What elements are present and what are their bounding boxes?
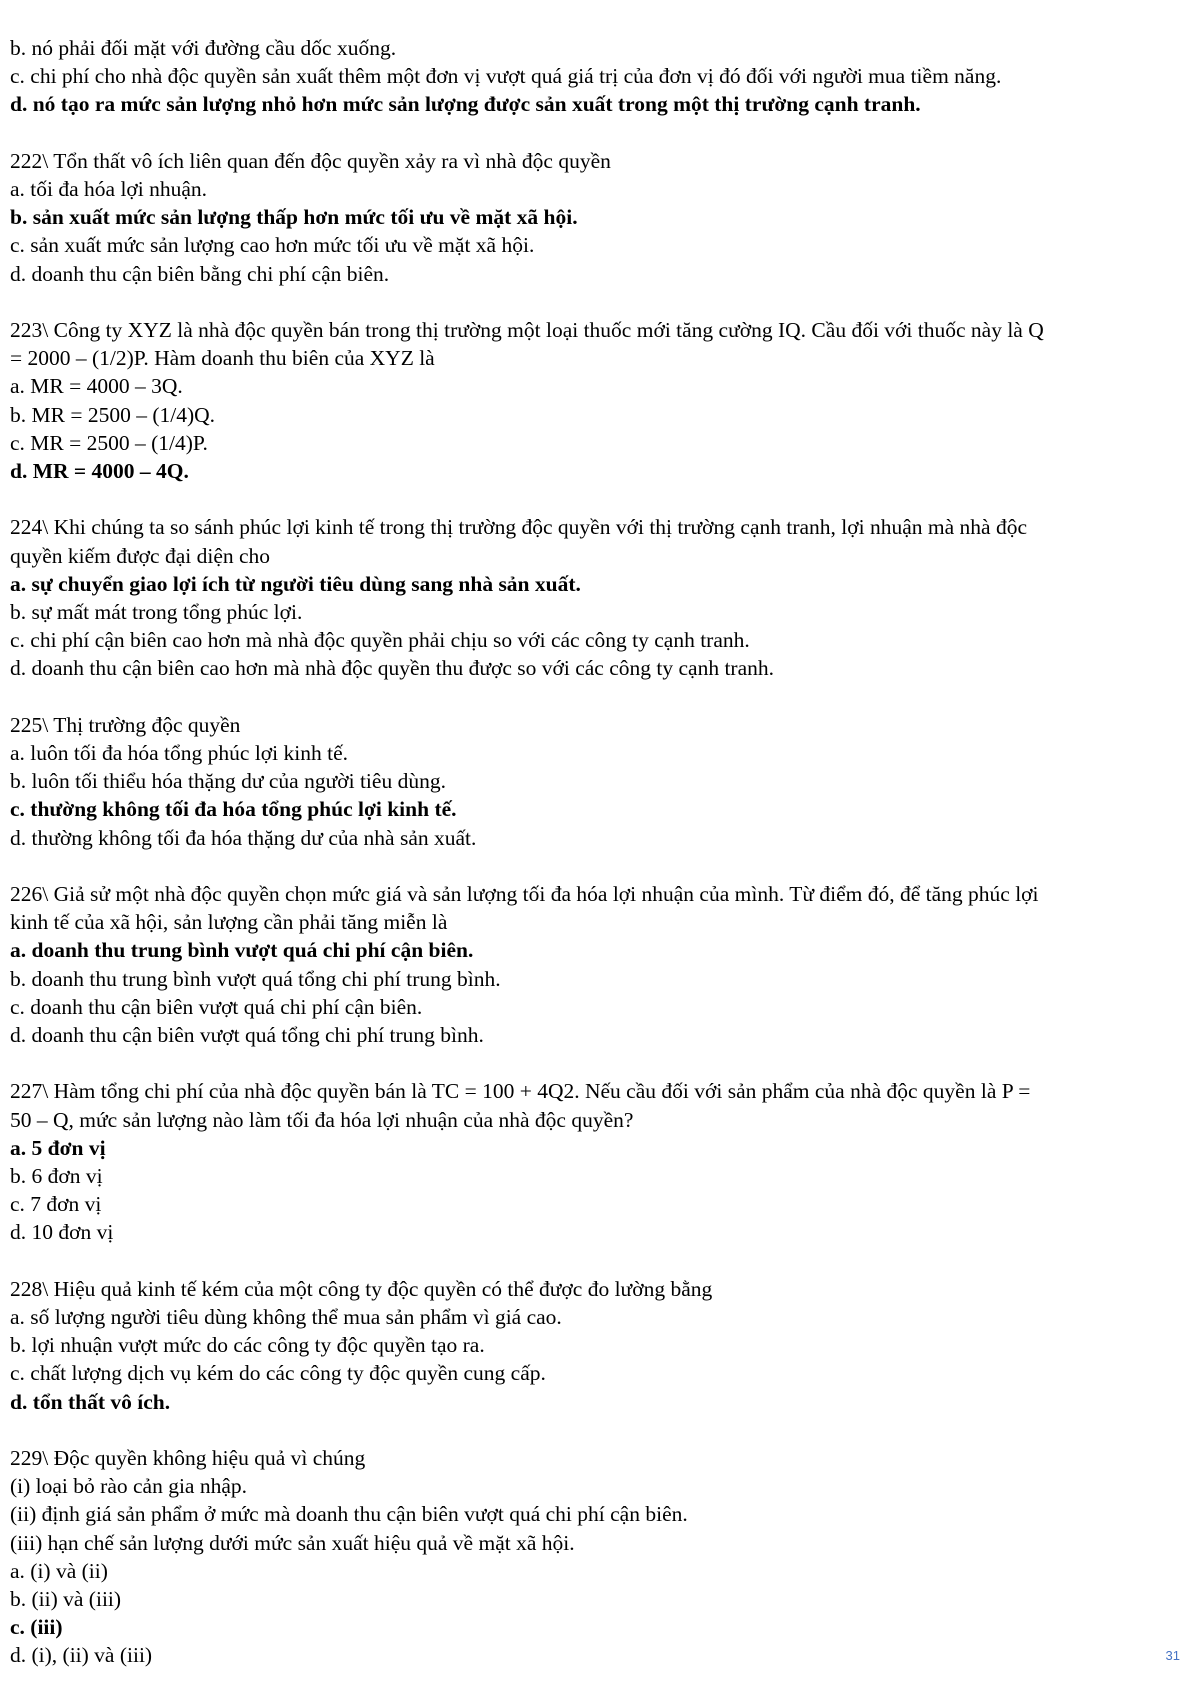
answer-line-correct: c. thường không tối đa hóa tổng phúc lợi kinh tế. xyxy=(10,797,457,822)
blank-line xyxy=(10,1049,1182,1077)
text-line: 225\ Thị trường độc quyền xyxy=(10,712,241,737)
text-line: c. 7 đơn vị xyxy=(10,1192,102,1217)
text-line: a. MR = 4000 – 3Q. xyxy=(10,374,183,399)
blank-line xyxy=(10,1247,1182,1275)
text-line: = 2000 – (1/2)P. Hàm doanh thu biên của XYZ là xyxy=(10,346,435,371)
text-line: d. doanh thu cận biên cao hơn mà nhà độc quyền thu được so với các công ty cạnh tranh. xyxy=(10,656,774,681)
text-line: c. MR = 2500 – (1/4)P. xyxy=(10,430,208,455)
document-body xyxy=(10,34,1182,1670)
text-line: b. lợi nhuận vượt mức do các công ty độc quyền tạo ra. xyxy=(10,1333,485,1358)
text-line: b. 6 đơn vị xyxy=(10,1164,103,1189)
answer-line-correct: a. doanh thu trung bình vượt quá chi phí cận biên. xyxy=(10,938,474,963)
text-line: c. chất lượng dịch vụ kém do các công ty độc quyền cung cấp. xyxy=(10,1361,546,1386)
answer-line-correct: b. sản xuất mức sản lượng thấp hơn mức tối ưu về mặt xã hội. xyxy=(10,205,578,230)
text-line: 229\ Độc quyền không hiệu quả vì chúng xyxy=(10,1446,366,1471)
text-line: 50 – Q, mức sản lượng nào làm tối đa hóa lợi nhuận của nhà độc quyền? xyxy=(10,1107,634,1132)
text-line: b. sự mất mát trong tổng phúc lợi. xyxy=(10,600,303,625)
answer-line-correct: c. (iii) xyxy=(10,1615,63,1640)
text-line: (ii) định giá sản phẩm ở mức mà doanh thu cận biên vượt quá chi phí cận biên. xyxy=(10,1502,688,1527)
text-line: d. (i), (ii) và (iii) xyxy=(10,1643,153,1668)
page-number: 31 xyxy=(1165,1648,1180,1663)
text-line: d. 10 đơn vị xyxy=(10,1220,114,1245)
answer-line-correct: d. MR = 4000 – 4Q. xyxy=(10,459,189,484)
text-line: c. chi phí cận biên cao hơn mà nhà độc quyền phải chịu so với các công ty cạnh tranh. xyxy=(10,628,750,653)
blank-line xyxy=(10,852,1182,880)
text-line: b. nó phải đối mặt với đường cầu dốc xuống. xyxy=(10,36,397,60)
answer-line-correct: a. 5 đơn vị xyxy=(10,1135,106,1160)
text-line: c. sản xuất mức sản lượng cao hơn mức tối ưu về mặt xã hội. xyxy=(10,233,535,258)
text-line: (iii) hạn chế sản lượng dưới mức sản xuất hiệu quả về mặt xã hội. xyxy=(10,1530,575,1555)
blank-line xyxy=(10,288,1182,316)
answer-line-correct: a. sự chuyển giao lợi ích từ người tiêu dùng sang nhà sản xuất. xyxy=(10,571,581,596)
text-line: b. luôn tối thiểu hóa thặng dư của người tiêu dùng. xyxy=(10,769,446,794)
text-line: 227\ Hàm tổng chi phí của nhà độc quyền bán là TC = 100 + 4Q2. Nếu cầu đối với sản phẩm của nhà độc quyền là P = xyxy=(10,1079,1031,1104)
blank-line xyxy=(10,119,1182,147)
text-line: 223\ Công ty XYZ là nhà độc quyền bán trong thị trường một loại thuốc mới tăng cường IQ. Cầu đối với thuốc này là Q xyxy=(10,318,1044,342)
blank-line xyxy=(10,1416,1182,1444)
text-line: 228\ Hiệu quả kinh tế kém của một công ty độc quyền có thể được đo lường bằng xyxy=(10,1276,713,1301)
text-line: b. MR = 2500 – (1/4)Q. xyxy=(10,402,216,427)
text-line: 226\ Giả sử một nhà độc quyền chọn mức giá và sản lượng tối đa hóa lợi nhuận của mình. Từ điểm đó, để tăng phúc lợi xyxy=(10,882,1039,907)
text-line: quyền kiếm được đại diện cho xyxy=(10,543,271,568)
text-line: a. số lượng người tiêu dùng không thể mua sản phẩm vì giá cao. xyxy=(10,1305,562,1330)
text-line: c. doanh thu cận biên vượt quá chi phí cận biên. xyxy=(10,994,423,1019)
text-line: a. luôn tối đa hóa tổng phúc lợi kinh tế. xyxy=(10,741,348,766)
blank-line xyxy=(10,683,1182,711)
answer-line-correct: d. nó tạo ra mức sản lượng nhỏ hơn mức sản lượng được sản xuất trong một thị trường cạnh tranh. xyxy=(10,92,921,117)
text-line: (i) loại bỏ rào cản gia nhập. xyxy=(10,1474,248,1499)
text-line: b. (ii) và (iii) xyxy=(10,1587,122,1612)
text-line: b. doanh thu trung bình vượt quá tổng chi phí trung bình. xyxy=(10,966,501,991)
text-line: d. thường không tối đa hóa thặng dư của nhà sản xuất. xyxy=(10,825,477,850)
text-line: d. doanh thu cận biên bằng chi phí cận biên. xyxy=(10,261,390,286)
text-line: 224\ Khi chúng ta so sánh phúc lợi kinh tế trong thị trường độc quyền với thị trường cạnh tranh, lợi nhuận mà nhà độc xyxy=(10,515,1028,540)
text-line: a. tối đa hóa lợi nhuận. xyxy=(10,177,208,201)
text-line: 222\ Tổn thất vô ích liên quan đến độc quyền xảy ra vì nhà độc quyền xyxy=(10,148,611,173)
text-line: d. doanh thu cận biên vượt quá tổng chi phí trung bình. xyxy=(10,1023,484,1048)
text-line: c. chi phí cho nhà độc quyền sản xuất thêm một đơn vị vượt quá giá trị của đơn vị đó đối với người mua tiềm năng. xyxy=(10,64,1002,89)
text-line: kinh tế của xã hội, sản lượng cần phải tăng miễn là xyxy=(10,910,448,935)
blank-line xyxy=(10,485,1182,513)
text-line: a. (i) và (ii) xyxy=(10,1558,108,1583)
answer-line-correct: d. tổn thất vô ích. xyxy=(10,1389,171,1414)
